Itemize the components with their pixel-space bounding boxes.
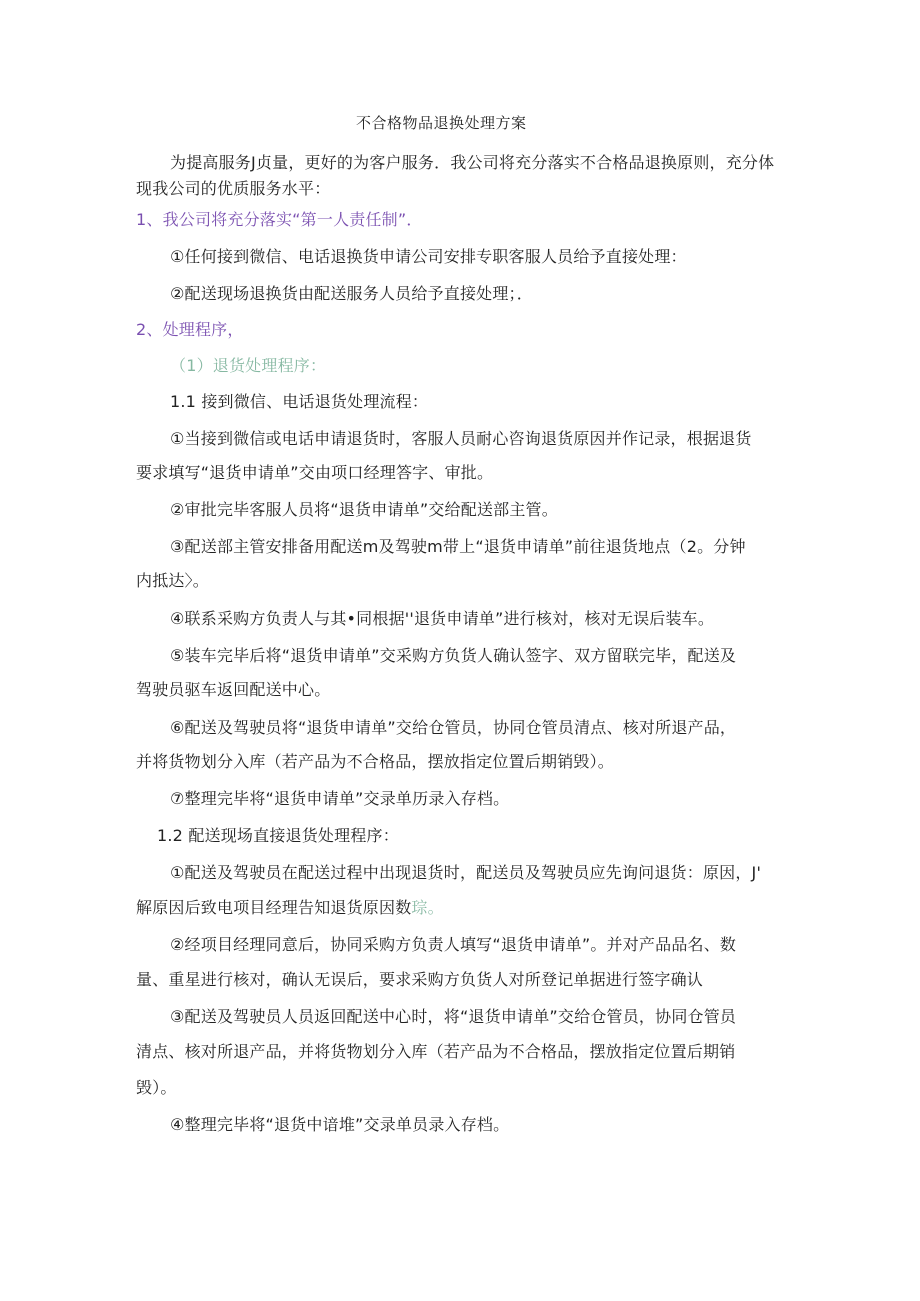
section-2-heading: 2、处理程序， — [136, 320, 244, 339]
part-1-1-step-5-line-2: 驾驶员驱车返回配送中心。 — [136, 680, 331, 699]
part-1-2-step-3-line-2: 清点、核对所退产品，并将货物划分入库（若产品为不合格品，摆放指定位置后期销 — [136, 1042, 736, 1061]
part-1-2-step-1-line-2-tail: 琮。 — [411, 898, 444, 917]
part-1-1-step-1-line-1: ①当接到微信或电话申请退货时，客服人员耐心咨询退货原因并作记录，根据退货 — [170, 429, 752, 448]
part-1-2-step-1-line-1: ①配送及驾驶员在配送过程中出现退货时，配送员及驾驶员应先询问退货：原因，J' — [170, 863, 762, 882]
part-1-1-step-4: ④联系采购方负责人与其•同根据''退货申请单”进行核対，核对无误后装车。 — [170, 609, 715, 628]
part-1-2-step-3-line-3: 毁）。 — [136, 1078, 177, 1097]
part-1-2-step-2-line-2: 量、重星进行核对，确认无误后，要求采购方负货人对所登记单据进行签字确认 — [136, 970, 704, 989]
part-1-2-step-1-line-2 — [136, 897, 444, 919]
intro-line-2: 现我公司的优质服务水平： — [136, 179, 331, 198]
part-1-1-step-5-line-1: ⑤装车完毕后将“退货申请单”交采购方负货人确认签字、双方留联完毕，配送及 — [170, 646, 737, 665]
part-1-1-step-3-line-2: 内抵达〉。 — [136, 571, 210, 590]
part-1-1-step-3-line-1: ③配送部主管安排备用配送m及驾驶m带上“退货申请单”前往退货地点（2。分钟 — [170, 537, 746, 556]
intro-line-1: 为提高服务J贞量，更好的为客户服务．我公司将充分落实不合格品退换原则，充分体 — [170, 153, 775, 172]
section-1-item-2: ②配送现场退换货由配送服务人员给予直接处理；． — [170, 284, 533, 303]
part-1-1-step-7: ⑦整理完毕将“退货申请单”交录单历录入存档。 — [170, 789, 510, 808]
section-1-item-1: ①任何接到微信、电话退换货申请公司安排专职客服人员给予直接处理： — [170, 247, 687, 266]
part-1-1-heading: 1.1 接到微信、电话退货处理流程： — [170, 392, 429, 411]
part-1-1-step-2: ②审批完毕客服人员将“退货申请单”交给配送部主管。 — [170, 500, 558, 519]
part-1-2-heading: 1.2 配送现场直接退货处理程序： — [157, 826, 399, 845]
part-1-2-step-3-line-1: ③配送及驾驶员人员返回配送中心时，将“退货申请单”交给仓管员，协同仓管员 — [170, 1007, 737, 1026]
part-1-2-step-4: ④整理完毕将“退货中谙堆”交录单员录入存档。 — [170, 1115, 510, 1134]
part-1-1-step-6-line-2: 并将货物划分入库（若产品为不合格品，摆放指定位置后期销毁）。 — [136, 752, 615, 771]
part-1-1-step-6-line-1: ⑥配送及驾驶员将“退货申请单”交给仓管员，协同仓管员清点、核对所退产品， — [170, 718, 737, 737]
part-1-1-step-1-line-2: 要求填写“退货申请单”交由项口经理答字、审批。 — [136, 463, 494, 482]
part-1-2-step-1-line-2-main: 解原因后致电项目经理告知退货原因数 — [136, 898, 412, 917]
section-2-subheading: （1）退货处理程序： — [170, 356, 327, 375]
section-1-heading: 1、我公司将充分落实“第一人责任制”． — [136, 210, 423, 229]
document-title: 不合格物品退换处理方案 — [356, 114, 527, 132]
part-1-2-step-2-line-1: ②经项目经理同意后，协同采购方负责人填写“退货申请单”。并对产品品名、数 — [170, 935, 737, 954]
